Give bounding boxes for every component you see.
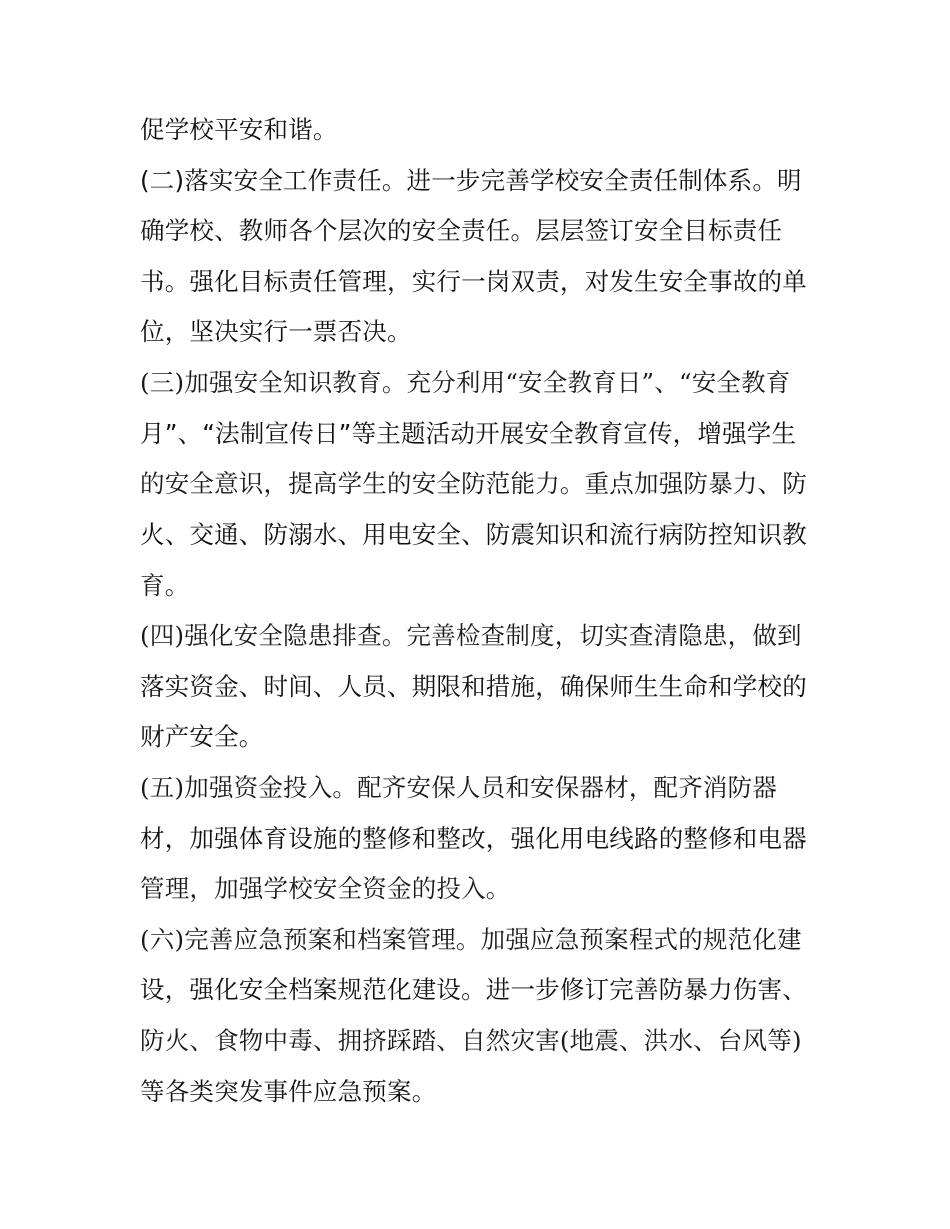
paragraph-line: 确学校、教师各个层次的安全责任。层层签订安全目标责任 [140, 216, 783, 245]
paragraph-line: 促学校平安和谐。 [140, 115, 338, 144]
paragraph-line: 育。 [140, 571, 190, 600]
paragraph-line: 材，加强体育设施的整修和整改，强化用电线路的整修和电器 [140, 824, 807, 853]
paragraph-line: (四)强化安全隐患排查。完善检查制度，切实查清隐患，做到 [140, 621, 802, 650]
paragraph-line: 位，坚决实行一票否决。 [140, 317, 412, 346]
paragraph-line: (五)加强资金投入。配齐安保人员和安保器材，配齐消防器 [140, 773, 778, 802]
paragraph-line: (三)加强安全知识教育。充分利用“安全教育日”、“安全教育 [140, 368, 791, 397]
paragraph-line: (六)完善应急预案和档案管理。加强应急预案程式的规范化建 [140, 925, 802, 954]
paragraph-line: 防火、食物中毒、拥挤踩踏、自然灾害(地震、洪水、台风等) [140, 1026, 802, 1055]
paragraph-line: 的安全意识，提高学生的安全防范能力。重点加强防暴力、防 [140, 469, 807, 498]
paragraph-line: 等各类突发事件应急预案。 [140, 1077, 437, 1106]
paragraph-line: (二)落实安全工作责任。进一步完善学校安全责任制体系。明 [140, 166, 802, 195]
paragraph-line: 火、交通、防溺水、用电安全、防震知识和流行病防控知识教 [140, 520, 807, 549]
paragraph-line: 书。强化目标责任管理，实行一岗双责，对发生安全事故的单 [140, 267, 807, 296]
paragraph-line: 管理，加强学校安全资金的投入。 [140, 874, 511, 903]
paragraph-line: 财产安全。 [140, 722, 264, 751]
paragraph-line: 设，强化安全档案规范化建设。进一步修订完善防暴力伤害、 [140, 975, 807, 1004]
paragraph-line: 落实资金、时间、人员、期限和措施，确保师生生命和学校的 [140, 672, 807, 701]
paragraph-line: 月”、“法制宣传日”等主题活动开展安全教育宣传，增强学生 [140, 419, 797, 448]
